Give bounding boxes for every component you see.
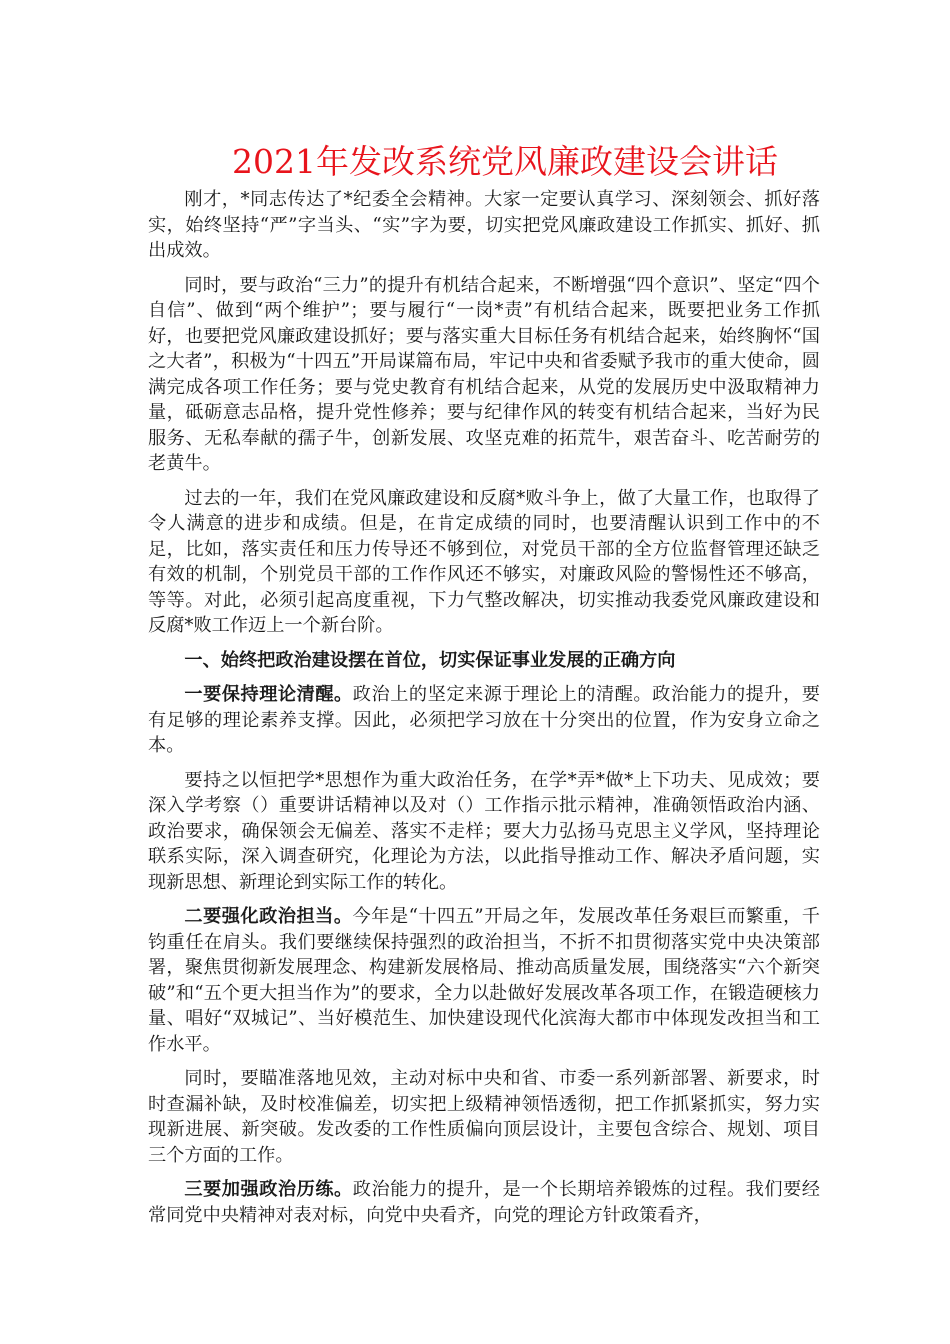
document-body — [148, 187, 820, 1237]
paragraph-9 — [148, 1177, 820, 1228]
paragraph-3 — [148, 486, 820, 639]
paragraph-6 — [148, 768, 820, 896]
paragraph-1 — [148, 187, 820, 264]
paragraph-text: 过去的一年，我们在党风廉政建设和反腐*败斗争上，做了大量工作，也取得了令人满意的进步和成绩。但是，在肯定成绩的同时，也要清醒认识到工作中的不足，比如，落实责任和压力传导还不够到位，对党员干部的全方位监督管理还缺乏有效的机制，个别党员干部的工作作风还不够实，对廉政风险的警惕性还不够高，等等。对此，必须引起高度重视，下力气整改解决，切实推动我委党风廉政建设和反腐*败工作迈上一个新台阶。 — [148, 487, 820, 636]
paragraph-7 — [148, 904, 820, 1057]
paragraph-2 — [148, 273, 820, 477]
document-title: 2021年发改系统党风廉政建设会讲话 — [232, 142, 778, 181]
paragraph-text: 要持之以恒把学*思想作为重大政治任务，在学*弄*做*上下功夫、见成效；要深入学考察（）重要讲话精神以及对（）工作指示批示精神，准确领悟政治内涵、政治要求，确保领会无偏差、落实不走样；要大力弘扬马克思主义学风，坚持理论联系实际，深入调查研究，化理论为方法，以此指导推动工作、解决矛盾问题，实现新思想、新理论到实际工作的转化。 — [148, 769, 820, 893]
paragraph-text: 政治上的坚定来源于理论上的清醒。政治能力的提升，要有足够的理论素养支撑。因此，必须把学习放在十分突出的位置，作为安身立命之本。 — [148, 684, 820, 756]
paragraph-text: 同时，要与政治“三力”的提升有机结合起来，不断增强“四个意识”、坚定“四个自信”、做到“两个维护”；要与履行“一岗*责”有机结合起来，既要把业务工作抓好，也要把党风廉政建设抓好；要与落实重大目标任务有机结合起来，始终胸怀“国之大者”，积极为“十四五”开局谋篇布局，牢记中央和省委赋予我市的重大使命，圆满完成各项工作任务；要与党史教育有机结合起来，从党的发展历史中汲取精神力量，砥砺意志品格，提升党性修养；要与纪律作风的转变有机结合起来，当好为民服务、无私奉献的孺子牛，创新发展、攻坚克难的拓荒牛，艰苦奋斗、吃苦耐劳的老黄牛。 — [148, 274, 820, 474]
paragraph-lead: 一要保持理论清醒。 — [184, 684, 353, 705]
section-heading-1: 一、始终把政治建设摆在首位，切实保证事业发展的正确方向 — [184, 649, 676, 671]
paragraph-8 — [148, 1066, 820, 1168]
paragraph-lead: 二要强化政治担当。 — [184, 906, 353, 927]
paragraph-5 — [148, 682, 820, 759]
paragraph-text: 刚才，*同志传达了*纪委全会精神。大家一定要认真学习、深刻领会、抓好落实，始终坚持“严”字当头、“实”字为要，切实把党风廉政建设工作抓实、抓好、抓出成效。 — [148, 189, 820, 261]
paragraph-text: 政治能力的提升，是一个长期培养锻炼的过程。我们要经常同党中央精神对表对标，向党中央看齐，向党的理论方针政策看齐， — [148, 1179, 820, 1226]
paragraph-lead: 三要加强政治历练。 — [184, 1179, 353, 1200]
paragraph-text: 今年是“十四五”开局之年，发展改革任务艰巨而繁重，千钧重任在肩头。我们要继续保持强烈的政治担当，不折不扣贯彻落实党中央决策部署，聚焦贯彻新发展理念、构建新发展格局、推动高质量发展，围绕落实“六个新突破”和“五个更大担当作为”的要求，全力以赴做好发展改革各项工作，在锻造硬核力量、唱好“双城记”、当好模范生、加快建设现代化滨海大都市中体现发改担当和工作水平。 — [148, 906, 820, 1055]
paragraph-text: 同时，要瞄准落地见效，主动对标中央和省、市委一系列新部署、新要求，时时查漏补缺，及时校准偏差，切实把上级精神领悟透彻，把工作抓紧抓实，努力实现新进展、新突破。发改委的工作性质偏向顶层设计，主要包含综合、规划、项目三个方面的工作。 — [148, 1068, 820, 1166]
